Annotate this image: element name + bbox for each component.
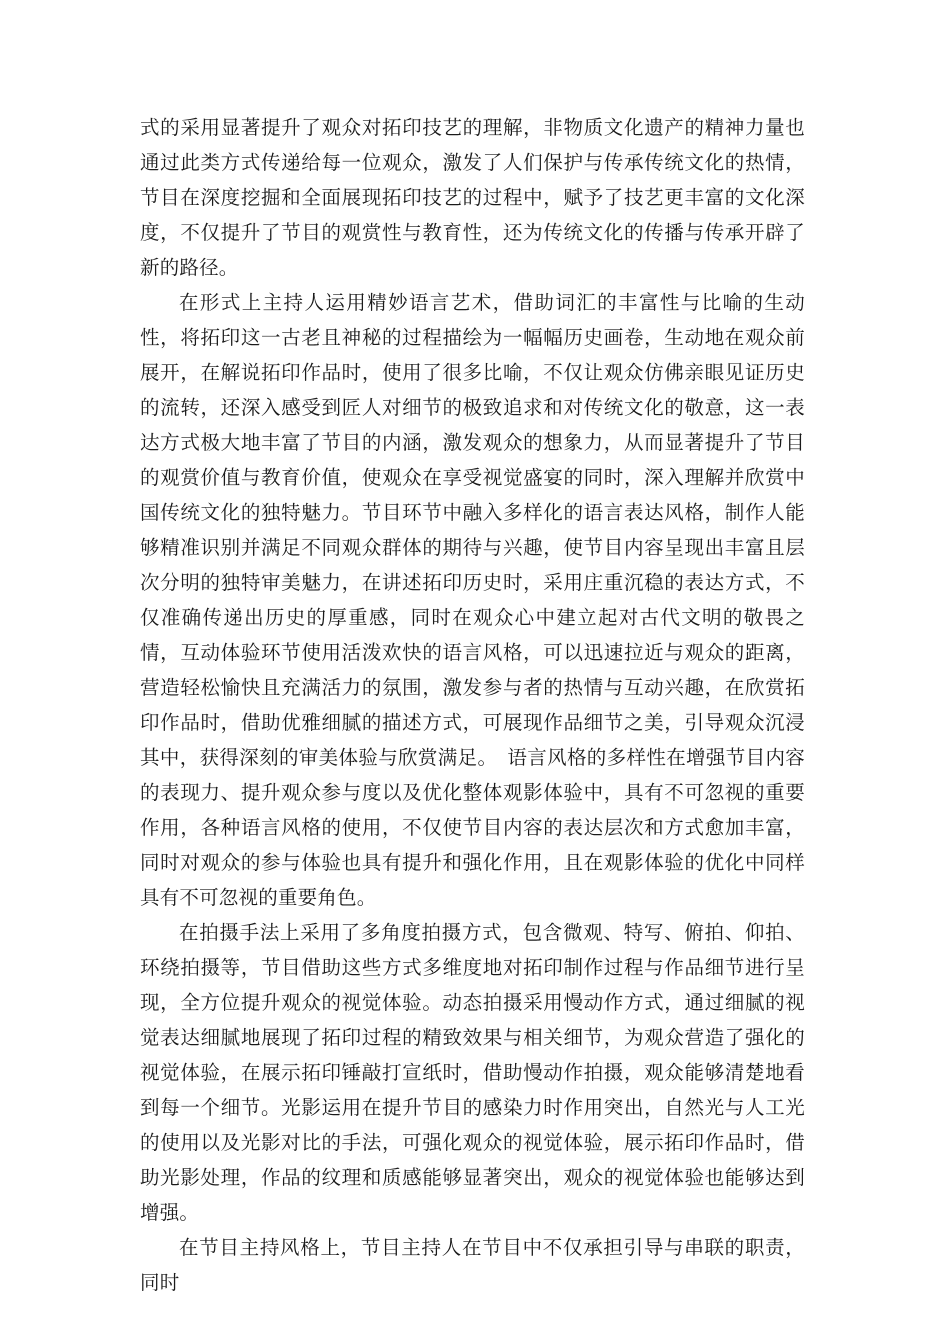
paragraph-2: 在形式上主持人运用精妙语言艺术，借助词汇的丰富性与比喻的生动性，将拓印这一古老且神秘的过程描绘为一幅幅历史画卷，生动地在观众前展开，在解说拓印作品时，使用了很多比喻，不仅让观众仿佛亲眼见证历史的流转，还深入感受到匠人对细节的极致追求和对传统文化的敬意，这一表达方式极大地丰富了节目的内涵，激发观众的想象力，从而显著提升了节目的观赏价值与教育价值，使观众在享受视觉盛宴的同时，深入理解并欣赏中国传统文化的独特魅力。节目环节中融入多样化的语言表达风格，制作人能够精准识别并满足不同观众群体的期待与兴趣，使节目内容呈现出丰富且层次分明的独特审美魅力，在讲述拓印历史时，采用庄重沉稳的表达方式，不仅准确传递出历史的厚重感，同时在观众心中建立起对古代文明的敬畏之情，互动体验环节使用活泼欢快的语言风格，可以迅速拉近与观众的距离，营造轻松愉快且充满活力的氛围，激发参与者的热情与互动兴趣，在欣赏拓印作品时，借助优雅细腻的描述方式，可展现作品细节之美，引导观众沉浸其中，获得深刻的审美体验与欣赏满足。 语言风格的多样性在增强节目内容的表现力、提升观众参与度以及优化整体观影体验中，具有不可忽视的重要作用，各种语言风格的使用，不仅使节目内容的表达层次和方式愈加丰富，同时对观众的参与体验也具有提升和强化作用，且在观影体验的优化中同样具有不可忽视的重要角色。: [140, 291, 805, 909]
paragraph-3: 在拍摄手法上采用了多角度拍摄方式，包含微观、特写、俯拍、仰拍、环绕拍摄等，节目借助这些方式多维度地对拓印制作过程与作品细节进行呈现，全方位提升观众的视觉体验。动态拍摄采用慢动作方式，通过细腻的视觉表达细腻地展现了拓印过程的精致效果与相关细节，为观众营造了强化的视觉体验，在展示拓印锤敲打宣纸时，借助慢动作拍摄，观众能够清楚地看到每一个细节。光影运用在提升节目的感染力时作用突出，自然光与人工光的使用以及光影对比的手法，可强化观众的视觉体验，展示拓印作品时，借助光影处理，作品的纹理和质感能够显著突出，观众的视觉体验也能够达到增强。: [140, 921, 805, 1224]
document-page: [140, 110, 805, 1300]
paragraph-4: 在节目主持风格上，节目主持人在节目中不仅承担引导与串联的职责，同时: [140, 1236, 805, 1294]
paragraph-1: 式的采用显著提升了观众对拓印技艺的理解，非物质文化遗产的精神力量也通过此类方式传递给每一位观众，激发了人们保护与传承传统文化的热情，节目在深度挖掘和全面展现拓印技艺的过程中，赋予了技艺更丰富的文化深度，不仅提升了节目的观赏性与教育性，还为传统文化的传播与传承开辟了新的路径。: [140, 116, 805, 279]
